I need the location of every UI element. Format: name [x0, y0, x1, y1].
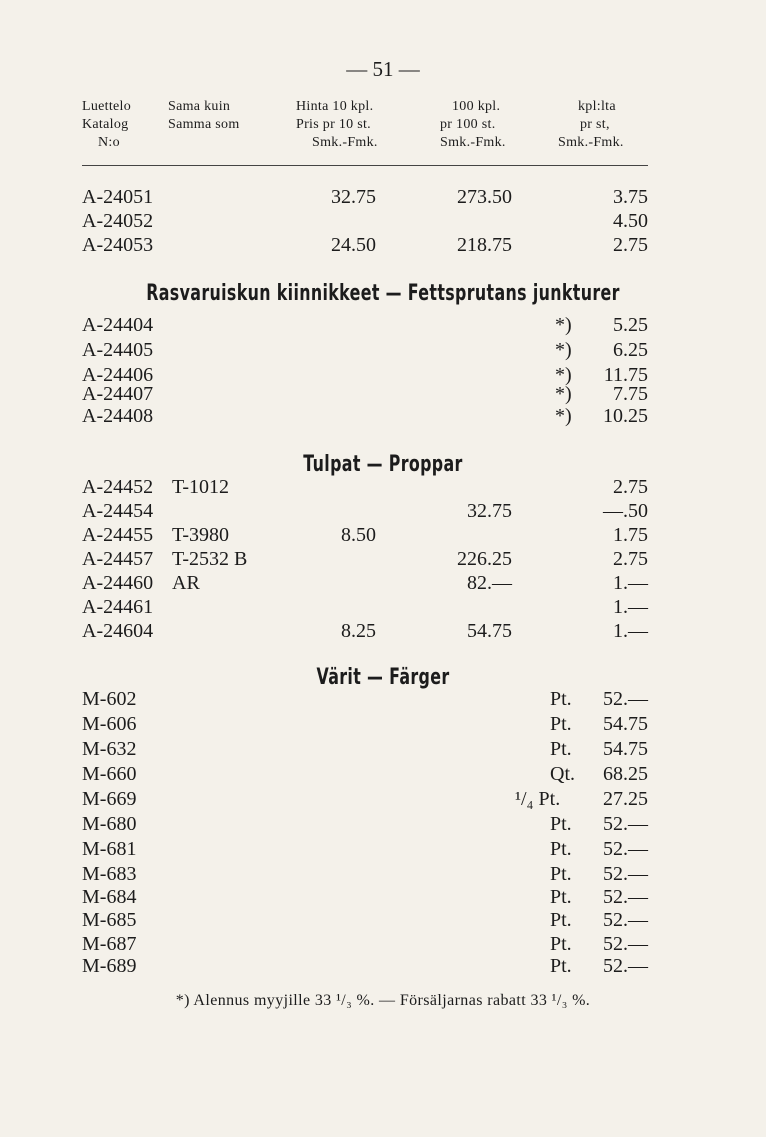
section-heading-plugs: Tulpat — Proppar: [303, 452, 463, 477]
table-row: [0, 232, 766, 258]
price-10: 8.25: [341, 620, 376, 642]
table-row: [0, 836, 766, 862]
catalog-number: A-24407: [82, 383, 154, 405]
price-100: 82.—: [467, 572, 512, 594]
price-each: 1.—: [613, 596, 648, 618]
table-row: [0, 474, 766, 500]
catalog-number: M-680: [82, 813, 137, 835]
catalog-number: M-669: [82, 788, 137, 810]
unit: Pt.: [550, 909, 572, 931]
header-col-price-each: [556, 98, 624, 152]
header-line: pr st,: [580, 117, 610, 132]
same-as-number: T-1012: [172, 476, 230, 498]
catalog-number: A-24053: [82, 234, 154, 256]
table-row: [0, 786, 766, 812]
table-row: [0, 570, 766, 596]
same-as-number: AR: [172, 572, 200, 594]
header-line: Luettelo: [82, 99, 132, 114]
price-100: 273.50: [457, 186, 512, 208]
table-row: [0, 686, 766, 712]
price-each: 10.25: [603, 405, 648, 427]
catalog-number: A-24405: [82, 339, 154, 361]
price-each: 52.—: [603, 838, 648, 860]
price-10: 32.75: [331, 186, 376, 208]
table-row: [0, 337, 766, 363]
catalog-number: A-24455: [82, 524, 154, 546]
catalog-number: M-606: [82, 713, 137, 735]
unit: Pt.: [550, 955, 572, 977]
price-each: 2.75: [613, 476, 648, 498]
header-divider: [82, 165, 648, 166]
table-row: [0, 208, 766, 234]
unit: Pt.: [550, 738, 572, 760]
catalog-number: A-24452: [82, 476, 154, 498]
price-each: —.50: [603, 500, 648, 522]
price-each: 54.75: [603, 738, 648, 760]
header-line: Smk.-Fmk.: [558, 135, 624, 150]
table-row: [0, 618, 766, 644]
table-row: [0, 736, 766, 762]
section-heading-grease-fittings: Rasvaruiskun kiinnikkeet — Fettsprutans junkturer: [146, 281, 620, 306]
header-line: Smk.-Fmk.: [440, 135, 506, 150]
table-row: [0, 403, 766, 429]
discount-footnote: *) Alennus myyjille 33 ¹/₃ %. — Försäljarnas rabatt 33 ¹/₃ %.: [175, 992, 591, 1009]
page-number: — 51 —: [346, 57, 420, 81]
price-each: 52.—: [603, 955, 648, 977]
price-each: 2.75: [613, 234, 648, 256]
unit: Pt.: [550, 863, 572, 885]
header-line: Hinta 10 kpl.: [296, 99, 374, 114]
catalog-number: A-24457: [82, 548, 154, 570]
header-line: N:o: [98, 135, 120, 150]
catalog-number: M-602: [82, 688, 137, 710]
unit: Qt.: [550, 763, 575, 785]
catalog-number: M-685: [82, 909, 137, 931]
footnote-marker: *): [555, 339, 572, 361]
header-line: Smk.-Fmk.: [312, 135, 378, 150]
catalog-number: A-24052: [82, 210, 154, 232]
catalog-number: M-660: [82, 763, 137, 785]
catalog-number: A-24461: [82, 596, 154, 618]
table-row: [0, 594, 766, 620]
price-each: 2.75: [613, 548, 648, 570]
catalog-number: A-24051: [82, 186, 154, 208]
header-line: Pris pr 10 st.: [296, 117, 371, 132]
footnote-marker: *): [555, 405, 572, 427]
price-each: 52.—: [603, 933, 648, 955]
price-each: 27.25: [603, 788, 648, 810]
catalog-number: M-689: [82, 955, 137, 977]
price-each: 52.—: [603, 813, 648, 835]
unit: ¹/₄ Pt.: [515, 788, 561, 810]
catalog-number: M-683: [82, 863, 137, 885]
catalog-number: M-681: [82, 838, 137, 860]
table-row: [0, 811, 766, 837]
price-10: 24.50: [331, 234, 376, 256]
header-line: kpl:lta: [578, 99, 616, 114]
price-each: 7.75: [613, 383, 648, 405]
header-col-catalog: [82, 98, 131, 152]
catalog-number: M-687: [82, 933, 137, 955]
table-row: [0, 907, 766, 933]
price-each: 1.—: [613, 620, 648, 642]
table-row: [0, 498, 766, 524]
price-each: 54.75: [603, 713, 648, 735]
footnote-marker: *): [555, 314, 572, 336]
price-each: 52.—: [603, 886, 648, 908]
catalog-number: A-24454: [82, 500, 154, 522]
catalog-number: A-24460: [82, 572, 154, 594]
catalog-number: A-24404: [82, 314, 154, 336]
same-as-number: T-3980: [172, 524, 230, 546]
header-line: Sama kuin: [168, 99, 231, 114]
price-each: 52.—: [603, 688, 648, 710]
unit: Pt.: [550, 713, 572, 735]
header-line: pr 100 st.: [440, 117, 496, 132]
price-each: 6.25: [613, 339, 648, 361]
header-col-price-10: [296, 98, 378, 152]
unit: Pt.: [550, 688, 572, 710]
price-each: 52.—: [603, 863, 648, 885]
footnote-marker: *): [555, 364, 572, 386]
price-100: 32.75: [467, 500, 512, 522]
price-100: 226.25: [457, 548, 512, 570]
catalog-number: A-24604: [82, 620, 154, 642]
unit: Pt.: [550, 838, 572, 860]
catalog-number: A-24406: [82, 364, 154, 386]
catalog-number: A-24408: [82, 405, 154, 427]
header-col-same-as: [168, 98, 240, 134]
same-as-number: T-2532 B: [172, 548, 248, 570]
price-each: 1.75: [613, 524, 648, 546]
header-col-price-100: [440, 98, 506, 152]
table-row: [0, 761, 766, 787]
unit: Pt.: [550, 813, 572, 835]
price-each: 3.75: [613, 186, 648, 208]
section-heading-colors: Värit — Färger: [316, 665, 450, 690]
table-row: [0, 953, 766, 979]
unit: Pt.: [550, 886, 572, 908]
price-each: 68.25: [603, 763, 648, 785]
price-10: 8.50: [341, 524, 376, 546]
catalog-number: M-684: [82, 886, 137, 908]
price-100: 54.75: [467, 620, 512, 642]
price-each: 5.25: [613, 314, 648, 336]
table-row: [0, 312, 766, 338]
header-line: 100 kpl.: [452, 99, 501, 114]
table-row: [0, 711, 766, 737]
price-100: 218.75: [457, 234, 512, 256]
catalog-number: M-632: [82, 738, 137, 760]
header-line: Samma som: [168, 117, 240, 132]
footnote-marker: *): [555, 383, 572, 405]
price-each: 52.—: [603, 909, 648, 931]
price-each: 4.50: [613, 210, 648, 232]
unit: Pt.: [550, 933, 572, 955]
price-each: 1.—: [613, 572, 648, 594]
table-row: [0, 522, 766, 548]
table-row: [0, 546, 766, 572]
price-each: 11.75: [603, 364, 648, 386]
header-line: Katalog: [82, 117, 129, 132]
table-row: [0, 184, 766, 210]
